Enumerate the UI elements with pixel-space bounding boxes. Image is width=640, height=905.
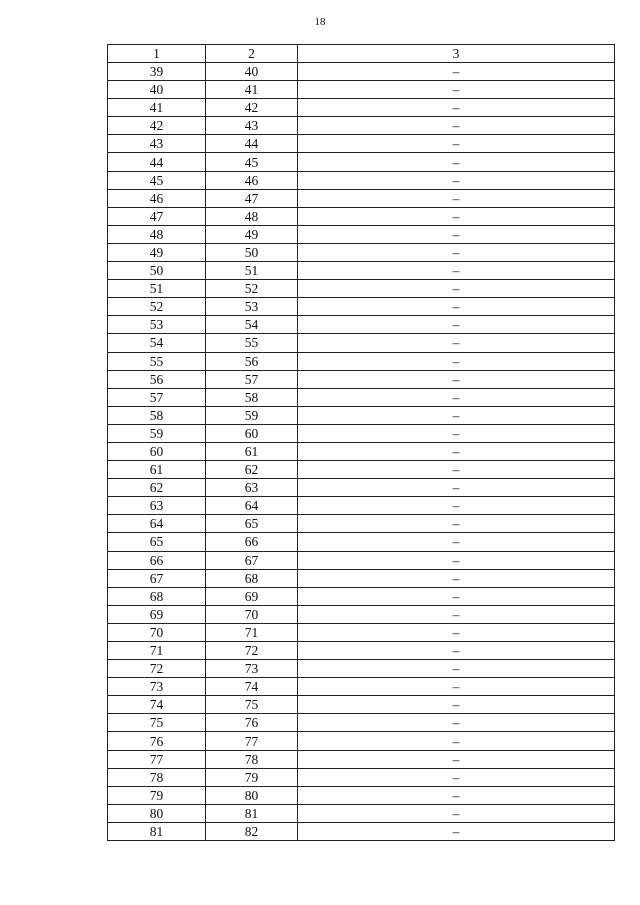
table-row: [108, 352, 615, 370]
table-cell-col-2: 61: [206, 442, 298, 460]
table-cell-col-1: 39: [108, 63, 206, 81]
table-cell-col-1: 46: [108, 189, 206, 207]
table-cell-col-1: 49: [108, 243, 206, 261]
table-cell-col-3: –: [298, 750, 615, 768]
table-cell-col-3: –: [298, 334, 615, 352]
table-cell-col-2: 72: [206, 642, 298, 660]
table-cell-col-3: –: [298, 623, 615, 641]
table-cell-col-3: –: [298, 732, 615, 750]
table-cell-col-1: 56: [108, 370, 206, 388]
table-cell-col-2: 43: [206, 117, 298, 135]
table-cell-col-3: –: [298, 424, 615, 442]
table-cell-col-3: –: [298, 461, 615, 479]
table-cell-col-1: 51: [108, 280, 206, 298]
table-cell-col-1: 53: [108, 316, 206, 334]
table-cell-col-2: 49: [206, 225, 298, 243]
table-row: [108, 605, 615, 623]
table-cell-col-2: 74: [206, 678, 298, 696]
table-cell-col-1: 44: [108, 153, 206, 171]
table-cell-col-2: 79: [206, 768, 298, 786]
table-cell-col-2: 67: [206, 551, 298, 569]
table-cell-col-3: –: [298, 153, 615, 171]
table-row: [108, 497, 615, 515]
table-cell-col-3: –: [298, 642, 615, 660]
column-header-2: 2: [206, 45, 298, 63]
table-row: [108, 714, 615, 732]
table-cell-col-3: –: [298, 262, 615, 280]
table-cell-col-1: 68: [108, 587, 206, 605]
table-row: [108, 804, 615, 822]
table-cell-col-2: 48: [206, 207, 298, 225]
table-cell-col-1: 70: [108, 623, 206, 641]
table-cell-col-3: –: [298, 243, 615, 261]
table-cell-col-1: 73: [108, 678, 206, 696]
table-cell-col-3: –: [298, 786, 615, 804]
table-cell-col-1: 75: [108, 714, 206, 732]
table-cell-col-1: 62: [108, 479, 206, 497]
table-row: [108, 243, 615, 261]
table-row: [108, 189, 615, 207]
table-cell-col-3: –: [298, 189, 615, 207]
table-row: [108, 370, 615, 388]
table-cell-col-1: 43: [108, 135, 206, 153]
table-cell-col-2: 51: [206, 262, 298, 280]
table-cell-col-1: 71: [108, 642, 206, 660]
table-cell-col-1: 65: [108, 533, 206, 551]
table-cell-col-1: 48: [108, 225, 206, 243]
table-cell-col-2: 60: [206, 424, 298, 442]
table-row: [108, 678, 615, 696]
table-cell-col-3: –: [298, 696, 615, 714]
table-cell-col-3: –: [298, 316, 615, 334]
table-cell-col-3: –: [298, 587, 615, 605]
table-row: [108, 117, 615, 135]
table-row: [108, 442, 615, 460]
table-row: [108, 316, 615, 334]
table-body: [108, 63, 615, 841]
table-cell-col-1: 50: [108, 262, 206, 280]
table-row: [108, 732, 615, 750]
table-row: [108, 642, 615, 660]
table-cell-col-1: 76: [108, 732, 206, 750]
table-row: [108, 298, 615, 316]
table-cell-col-1: 42: [108, 117, 206, 135]
table-cell-col-2: 41: [206, 81, 298, 99]
table-row: [108, 388, 615, 406]
table-row: [108, 153, 615, 171]
table-cell-col-1: 77: [108, 750, 206, 768]
table-cell-col-2: 44: [206, 135, 298, 153]
table-cell-col-1: 61: [108, 461, 206, 479]
table-cell-col-1: 54: [108, 334, 206, 352]
table-cell-col-1: 64: [108, 515, 206, 533]
table-row: [108, 515, 615, 533]
table-cell-col-2: 59: [206, 406, 298, 424]
table-cell-col-2: 82: [206, 822, 298, 840]
table-cell-col-3: –: [298, 804, 615, 822]
table-cell-col-2: 47: [206, 189, 298, 207]
table-row: [108, 551, 615, 569]
table-row: [108, 424, 615, 442]
table-row: [108, 569, 615, 587]
table-cell-col-2: 42: [206, 99, 298, 117]
table-row: [108, 280, 615, 298]
table-cell-col-3: –: [298, 207, 615, 225]
table-cell-col-2: 52: [206, 280, 298, 298]
table-cell-col-1: 63: [108, 497, 206, 515]
table-cell-col-3: –: [298, 678, 615, 696]
table-cell-col-1: 72: [108, 660, 206, 678]
table-row: [108, 822, 615, 840]
table-cell-col-3: –: [298, 81, 615, 99]
table-cell-col-1: 81: [108, 822, 206, 840]
table-cell-col-3: –: [298, 280, 615, 298]
table-cell-col-2: 56: [206, 352, 298, 370]
table-cell-col-1: 52: [108, 298, 206, 316]
table-cell-col-3: –: [298, 99, 615, 117]
header-row: [108, 45, 615, 63]
table-row: [108, 479, 615, 497]
table-cell-col-3: –: [298, 714, 615, 732]
table-row: [108, 262, 615, 280]
page-number: 18: [314, 16, 326, 28]
table-row: [108, 587, 615, 605]
table-cell-col-2: 58: [206, 388, 298, 406]
table-cell-col-3: –: [298, 479, 615, 497]
table-cell-col-3: –: [298, 569, 615, 587]
table-cell-col-2: 65: [206, 515, 298, 533]
table-cell-col-2: 45: [206, 153, 298, 171]
table-cell-col-3: –: [298, 497, 615, 515]
table-cell-col-1: 45: [108, 171, 206, 189]
table-cell-col-3: –: [298, 352, 615, 370]
table-cell-col-1: 60: [108, 442, 206, 460]
table-cell-col-2: 46: [206, 171, 298, 189]
table-row: [108, 696, 615, 714]
table-cell-col-3: –: [298, 406, 615, 424]
table-cell-col-1: 47: [108, 207, 206, 225]
table-header: [108, 45, 615, 63]
table-cell-col-3: –: [298, 442, 615, 460]
data-table: [107, 44, 615, 841]
table-cell-col-2: 64: [206, 497, 298, 515]
table-cell-col-3: –: [298, 117, 615, 135]
table-cell-col-1: 80: [108, 804, 206, 822]
table-cell-col-2: 57: [206, 370, 298, 388]
table-row: [108, 207, 615, 225]
table-cell-col-3: –: [298, 63, 615, 81]
table-cell-col-1: 78: [108, 768, 206, 786]
table-cell-col-2: 69: [206, 587, 298, 605]
table-cell-col-3: –: [298, 533, 615, 551]
table-cell-col-3: –: [298, 515, 615, 533]
table-cell-col-3: –: [298, 768, 615, 786]
table-cell-col-2: 78: [206, 750, 298, 768]
table-cell-col-2: 54: [206, 316, 298, 334]
table-cell-col-1: 57: [108, 388, 206, 406]
table-cell-col-3: –: [298, 551, 615, 569]
table-row: [108, 334, 615, 352]
table-cell-col-2: 53: [206, 298, 298, 316]
table-row: [108, 533, 615, 551]
column-header-3: 3: [298, 45, 615, 63]
table-cell-col-2: 81: [206, 804, 298, 822]
table-cell-col-3: –: [298, 298, 615, 316]
table-cell-col-3: –: [298, 605, 615, 623]
table-row: [108, 81, 615, 99]
table-cell-col-2: 71: [206, 623, 298, 641]
table-cell-col-1: 55: [108, 352, 206, 370]
table-row: [108, 171, 615, 189]
table-row: [108, 461, 615, 479]
table-row: [108, 135, 615, 153]
table-cell-col-1: 69: [108, 605, 206, 623]
table-cell-col-3: –: [298, 171, 615, 189]
table-row: [108, 99, 615, 117]
table-cell-col-2: 63: [206, 479, 298, 497]
column-header-1: 1: [108, 45, 206, 63]
table-cell-col-2: 75: [206, 696, 298, 714]
table-cell-col-1: 67: [108, 569, 206, 587]
table-cell-col-2: 77: [206, 732, 298, 750]
table-cell-col-2: 68: [206, 569, 298, 587]
table-row: [108, 225, 615, 243]
table-cell-col-2: 66: [206, 533, 298, 551]
table-cell-col-1: 40: [108, 81, 206, 99]
table-row: [108, 63, 615, 81]
table-row: [108, 750, 615, 768]
table-row: [108, 786, 615, 804]
table-cell-col-2: 55: [206, 334, 298, 352]
table-cell-col-3: –: [298, 370, 615, 388]
table-row: [108, 660, 615, 678]
table-cell-col-2: 50: [206, 243, 298, 261]
table-cell-col-2: 70: [206, 605, 298, 623]
table-cell-col-1: 79: [108, 786, 206, 804]
table-cell-col-3: –: [298, 225, 615, 243]
table-cell-col-1: 59: [108, 424, 206, 442]
table-cell-col-3: –: [298, 135, 615, 153]
table-row: [108, 406, 615, 424]
table-cell-col-1: 41: [108, 99, 206, 117]
table-row: [108, 623, 615, 641]
table-cell-col-2: 76: [206, 714, 298, 732]
table-cell-col-1: 58: [108, 406, 206, 424]
table-cell-col-2: 73: [206, 660, 298, 678]
table-cell-col-2: 62: [206, 461, 298, 479]
table-cell-col-2: 40: [206, 63, 298, 81]
table-cell-col-3: –: [298, 822, 615, 840]
table-cell-col-3: –: [298, 388, 615, 406]
table-cell-col-1: 66: [108, 551, 206, 569]
table-cell-col-1: 74: [108, 696, 206, 714]
table-cell-col-2: 80: [206, 786, 298, 804]
table-row: [108, 768, 615, 786]
table-cell-col-3: –: [298, 660, 615, 678]
